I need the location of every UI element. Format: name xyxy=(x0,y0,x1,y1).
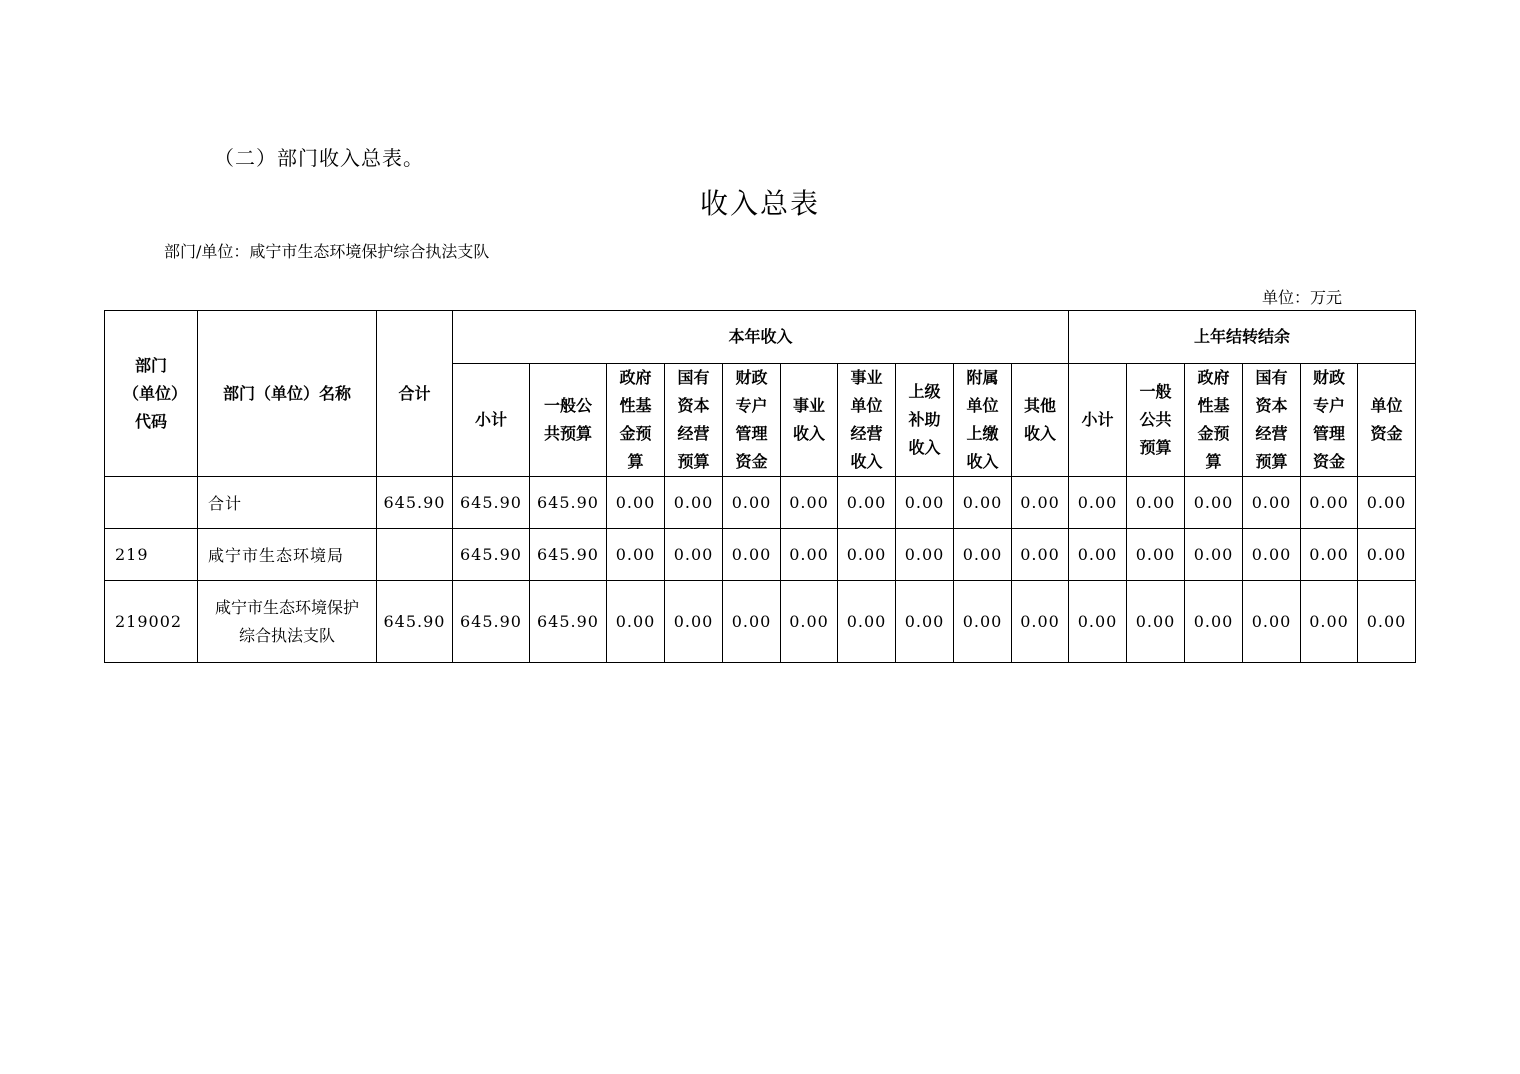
row-value-cell: 645.90 xyxy=(530,477,607,529)
row-value-cell: 0.00 xyxy=(1243,581,1301,663)
header-current-col-9: 其他收入 xyxy=(1012,364,1069,477)
row-value-cell: 0.00 xyxy=(1301,529,1358,581)
row-value-cell: 0.00 xyxy=(781,529,838,581)
header-total: 合计 xyxy=(377,311,453,477)
row-value-cell: 0.00 xyxy=(1127,581,1185,663)
header-prior-col-4: 财政专户管理资金 xyxy=(1301,364,1358,477)
row-value-cell: 0.00 xyxy=(607,581,665,663)
row-code-cell: 219 xyxy=(105,529,198,581)
page-title: 收入总表 xyxy=(699,187,820,220)
row-value-cell: 0.00 xyxy=(607,529,665,581)
row-value-cell: 0.00 xyxy=(1069,477,1127,529)
row-value-cell: 0.00 xyxy=(838,581,896,663)
row-value-cell: 0.00 xyxy=(1358,581,1416,663)
row-value-cell: 0.00 xyxy=(1012,477,1069,529)
row-code-cell: 219002 xyxy=(105,581,198,663)
row-value-cell: 0.00 xyxy=(1185,581,1243,663)
table-body xyxy=(105,477,1416,663)
row-value-cell: 0.00 xyxy=(1012,529,1069,581)
row-value-cell: 0.00 xyxy=(1127,529,1185,581)
header-current-year-income: 本年收入 xyxy=(453,311,1069,364)
row-value-cell: 0.00 xyxy=(1301,581,1358,663)
row-value-cell: 645.90 xyxy=(530,581,607,663)
row-value-cell: 0.00 xyxy=(954,581,1012,663)
row-value-cell: 0.00 xyxy=(1012,581,1069,663)
row-value-cell: 0.00 xyxy=(1185,529,1243,581)
income-summary-table xyxy=(104,310,1416,663)
row-total-cell xyxy=(377,529,453,581)
row-name-cell: 合计 xyxy=(198,477,377,529)
row-value-cell: 0.00 xyxy=(723,477,781,529)
header-current-col-6: 事业单位经营收入 xyxy=(838,364,896,477)
header-name: 部门（单位）名称 xyxy=(198,311,377,477)
row-value-cell: 0.00 xyxy=(896,529,954,581)
row-value-cell: 0.00 xyxy=(781,477,838,529)
row-name-cell: 咸宁市生态环境保护综合执法支队 xyxy=(198,581,377,663)
header-prior-col-1: 一般公共预算 xyxy=(1127,364,1185,477)
header-prior-year-carryover: 上年结转结余 xyxy=(1069,311,1416,364)
row-total-cell: 645.90 xyxy=(377,581,453,663)
row-value-cell: 0.00 xyxy=(838,477,896,529)
row-value-cell: 0.00 xyxy=(723,581,781,663)
header-row-groups xyxy=(105,311,1416,364)
row-value-cell: 0.00 xyxy=(1243,529,1301,581)
row-value-cell: 0.00 xyxy=(896,477,954,529)
department-label: 部门/单位：咸宁市生态环境保护综合执法支队 xyxy=(164,242,490,261)
header-current-col-1: 一般公共预算 xyxy=(530,364,607,477)
row-value-cell: 0.00 xyxy=(838,529,896,581)
table-row xyxy=(105,477,1416,529)
header-prior-col-2: 政府性基金预算 xyxy=(1185,364,1243,477)
header-current-col-4: 财政专户管理资金 xyxy=(723,364,781,477)
row-value-cell: 0.00 xyxy=(665,581,723,663)
header-code: 部门（单位）代码 xyxy=(105,311,198,477)
row-value-cell: 0.00 xyxy=(1069,581,1127,663)
header-prior-col-3: 国有资本经营预算 xyxy=(1243,364,1301,477)
row-value-cell: 0.00 xyxy=(1069,529,1127,581)
row-value-cell: 0.00 xyxy=(665,529,723,581)
header-current-col-7: 上级补助收入 xyxy=(896,364,954,477)
row-code-cell xyxy=(105,477,198,529)
header-prior-col-5: 单位资金 xyxy=(1358,364,1416,477)
row-value-cell: 0.00 xyxy=(781,581,838,663)
row-value-cell: 0.00 xyxy=(665,477,723,529)
row-value-cell: 0.00 xyxy=(954,477,1012,529)
unit-label: 单位：万元 xyxy=(1262,288,1343,307)
table-row xyxy=(105,529,1416,581)
header-current-col-0: 小计 xyxy=(453,364,530,477)
row-total-cell: 645.90 xyxy=(377,477,453,529)
row-value-cell: 0.00 xyxy=(1243,477,1301,529)
header-current-col-3: 国有资本经营预算 xyxy=(665,364,723,477)
row-value-cell: 0.00 xyxy=(607,477,665,529)
row-value-cell: 0.00 xyxy=(723,529,781,581)
row-value-cell: 0.00 xyxy=(896,581,954,663)
row-value-cell: 0.00 xyxy=(1301,477,1358,529)
row-value-cell: 0.00 xyxy=(1127,477,1185,529)
row-value-cell: 645.90 xyxy=(453,529,530,581)
header-prior-col-0: 小计 xyxy=(1069,364,1127,477)
section-heading: （二）部门收入总表。 xyxy=(214,146,424,170)
row-value-cell: 0.00 xyxy=(1185,477,1243,529)
row-value-cell: 645.90 xyxy=(530,529,607,581)
row-value-cell: 0.00 xyxy=(1358,529,1416,581)
header-current-col-2: 政府性基金预算 xyxy=(607,364,665,477)
row-value-cell: 0.00 xyxy=(954,529,1012,581)
table-row xyxy=(105,581,1416,663)
header-current-col-5: 事业收入 xyxy=(781,364,838,477)
row-value-cell: 0.00 xyxy=(1358,477,1416,529)
row-value-cell: 645.90 xyxy=(453,477,530,529)
row-value-cell: 645.90 xyxy=(453,581,530,663)
row-name-cell: 咸宁市生态环境局 xyxy=(198,529,377,581)
header-current-col-8: 附属单位上缴收入 xyxy=(954,364,1012,477)
